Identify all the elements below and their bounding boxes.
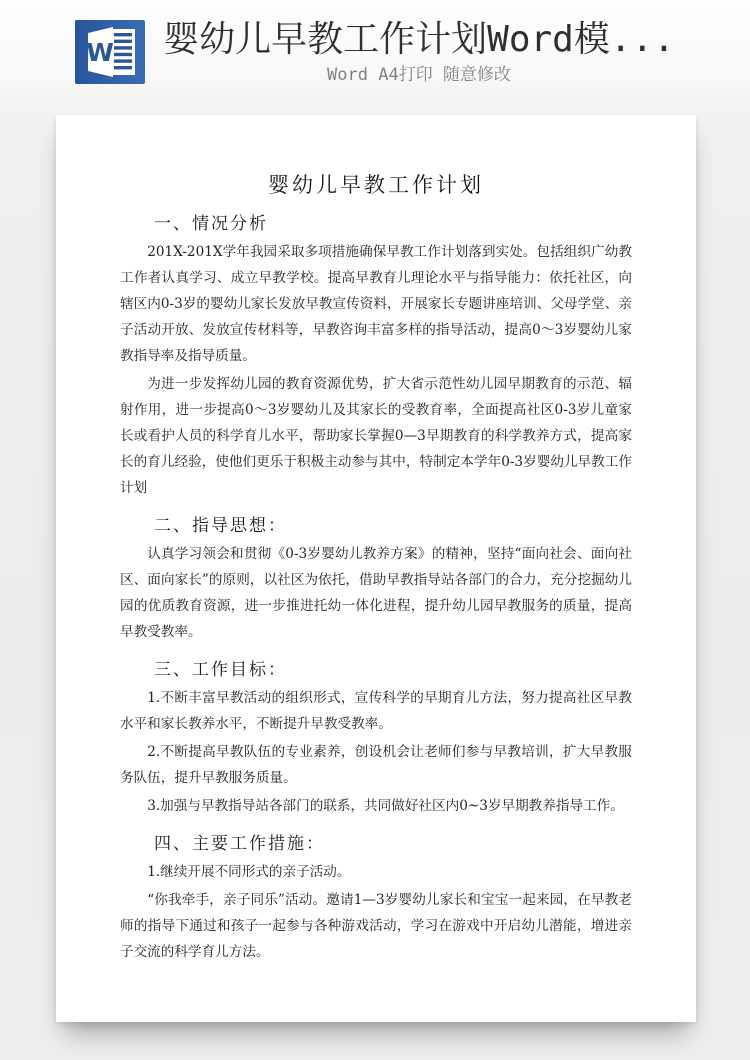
doc-paragraph: 认真学习领会和贯彻《0-3岁婴幼儿教养方案》的精神，坚持“面向社会、面向社区、面向家长”的原则，以社区为依托，借助早教指导站各部门的合力，充分挖掘幼儿园的优质教育资源，进一步推进托幼一体化进程，提升幼儿园早教服务的质量，提高早教受教率。 (120, 546, 632, 640)
svg-text:W: W (86, 38, 114, 67)
doc-paragraph: 1.不断丰富早教活动的组织形式，宣传科学的早期育儿方法，努力提高社区早教水平和家长教养水平，不断提升早教受教率。 (120, 690, 632, 732)
doc-title: 婴幼儿早教工作计划 (268, 173, 484, 197)
site-header (0, 0, 750, 104)
section-heading-3: 三、工作目标： (154, 660, 287, 680)
header-title-block (163, 18, 675, 86)
doc-paragraph: 3.加强与早教指导站各部门的联系，共同做好社区内0~3岁早期教养指导工作。 (147, 798, 624, 814)
doc-paragraph: “你我牵手，亲子同乐”活动。邀请1—3岁婴幼儿家长和宝宝一起来园，在早教老师的指导下通过和孩子一起参与各种游戏活动，学习在游戏中开启幼儿潜能，增进亲子交流的科学育儿方法。 (120, 892, 632, 960)
section-heading-4: 四、主要工作措施： (154, 834, 325, 854)
header-inner (75, 18, 675, 86)
section-heading-2: 二、指导思想： (154, 516, 287, 536)
site-subtitle: Word A4打印 随意修改 (327, 65, 511, 85)
document-page (56, 115, 696, 1022)
word-logo-icon (75, 20, 145, 84)
section-heading-1: 一、情况分析 (154, 214, 268, 234)
doc-paragraph: 2.不断提高早教队伍的专业素养，创设机会让老师们参与早教培训，扩大早教服务队伍，提升早教服务质量。 (120, 744, 632, 786)
doc-paragraph: 为进一步发挥幼儿园的教育资源优势，扩大省示范性幼儿园早期教育的示范、辐射作用，进一步提高0～3岁婴幼儿及其家长的受教育率，全面提高社区0-3岁儿童家长或看护人员的科学育儿水平，帮助家长掌握0—3早期教育的科学教养方式，提高家长的育儿经验，使他们更乐于积极主动参与其中，特制定本学年0-3岁婴幼儿早教工作计划 (120, 376, 632, 496)
doc-paragraph: 1.继续开展不同形式的亲子活动。 (147, 864, 351, 880)
doc-paragraph: 201X-201X学年我园采取多项措施确保早教工作计划落到实处。包括组织广幼教工作者认真学习、成立早教学校。提高早教育儿理论水平与指导能力：依托社区，向辖区内0-3岁的婴幼儿家长发放早教宣传资料，开展家长专题讲座培训、父母学堂、亲子活动开放、发放宣传材料等，早教咨询丰富多样的指导活动，提高0～3岁婴幼儿家教指导率及指导质量。 (120, 244, 632, 364)
site-title: 婴幼儿早教工作计划Word模... (163, 19, 675, 60)
